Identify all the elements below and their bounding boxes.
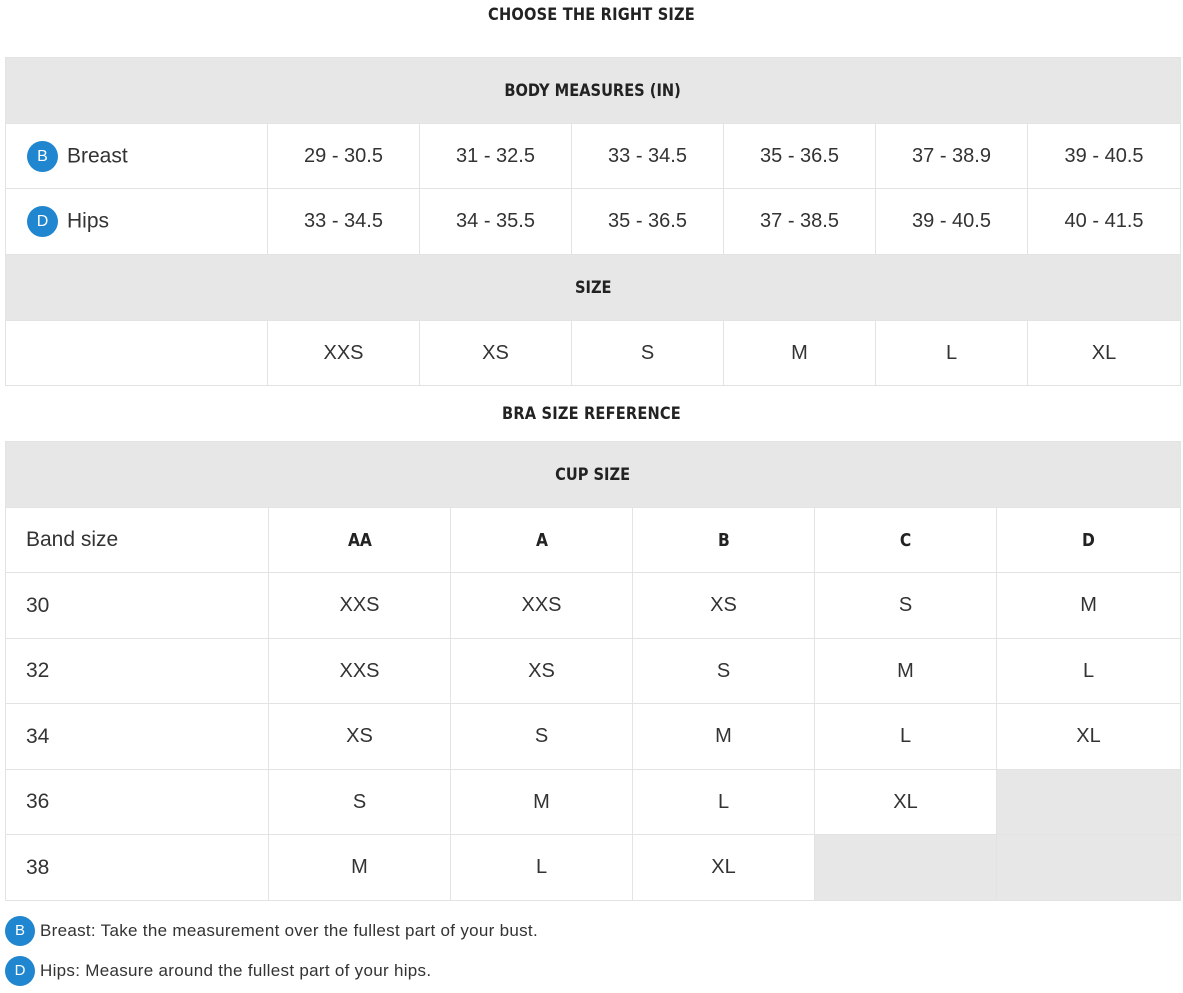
measure-name: Hips <box>67 209 110 233</box>
size-value: XL <box>1028 321 1181 386</box>
band-row-34 <box>6 704 1181 770</box>
band-size-label: Band size <box>6 508 269 573</box>
cup-header-cell <box>451 508 633 573</box>
measure-value: 40 - 41.5 <box>1028 189 1181 255</box>
cup-label: D <box>1082 529 1095 551</box>
bra-size-value: XL <box>815 770 997 835</box>
bra-size-value: L <box>815 704 997 770</box>
measure-value: 33 - 34.5 <box>572 124 724 189</box>
cup-label: A <box>535 529 548 551</box>
page-title: CHOOSE THE RIGHT SIZE <box>488 5 695 25</box>
size-header-label: SIZE <box>574 277 612 298</box>
band-row-36 <box>6 770 1181 835</box>
bra-size-unavailable-cell <box>997 770 1181 835</box>
band-size-value: 30 <box>6 573 269 639</box>
bra-size-value: XS <box>269 704 451 770</box>
bra-size-unavailable-cell <box>815 835 997 901</box>
cup-header-cell <box>815 508 997 573</box>
cup-header-row <box>6 508 1181 573</box>
bra-size-value: XXS <box>451 573 633 639</box>
bra-size-value: XXS <box>269 639 451 704</box>
measure-value: 37 - 38.5 <box>724 189 876 255</box>
bra-size-value: XS <box>451 639 633 704</box>
measure-value: 35 - 36.5 <box>572 189 724 255</box>
bra-reference-title: BRA SIZE REFERENCE <box>502 404 681 424</box>
size-value: L <box>876 321 1028 386</box>
measure-value: 33 - 34.5 <box>268 189 420 255</box>
measure-row-breast <box>6 124 1181 189</box>
cup-header-cell <box>633 508 815 573</box>
size-header <box>6 255 1181 321</box>
bra-size-value: M <box>997 573 1181 639</box>
breast-badge-icon: B <box>27 141 58 172</box>
cup-label: C <box>899 529 912 551</box>
size-value: M <box>724 321 876 386</box>
bra-size-value: XS <box>633 573 815 639</box>
bra-size-value: S <box>633 639 815 704</box>
bra-size-value: M <box>633 704 815 770</box>
measure-value: 34 - 35.5 <box>420 189 572 255</box>
band-size-value: 32 <box>6 639 269 704</box>
bra-size-value: M <box>269 835 451 901</box>
bra-size-value: S <box>815 573 997 639</box>
size-value: XXS <box>268 321 420 386</box>
band-size-value: 34 <box>6 704 269 770</box>
band-size-value: 38 <box>6 835 269 901</box>
cup-header-cell <box>269 508 451 573</box>
bra-size-value: S <box>269 770 451 835</box>
measure-value: 39 - 40.5 <box>876 189 1028 255</box>
bra-size-value: M <box>815 639 997 704</box>
measure-value: 29 - 30.5 <box>268 124 420 189</box>
bra-size-value: M <box>451 770 633 835</box>
bra-size-value: XL <box>997 704 1181 770</box>
band-row-32 <box>6 639 1181 704</box>
body-measures-header-label: BODY MEASURES (IN) <box>504 80 682 101</box>
body-measures-header <box>6 58 1181 124</box>
band-row-30 <box>6 573 1181 639</box>
measure-label-cell <box>6 189 268 255</box>
band-row-38 <box>6 835 1181 901</box>
bra-size-value: L <box>451 835 633 901</box>
bra-size-value: XXS <box>269 573 451 639</box>
bra-size-value: XL <box>633 835 815 901</box>
measure-value: 35 - 36.5 <box>724 124 876 189</box>
hips-note-badge-icon: D <box>5 956 35 986</box>
cup-size-header-label: CUP SIZE <box>555 464 631 485</box>
measure-label-cell <box>6 124 268 189</box>
measure-value: 37 - 38.9 <box>876 124 1028 189</box>
band-size-value: 36 <box>6 770 269 835</box>
breast-note-badge-icon: B <box>5 916 35 946</box>
cup-label: AA <box>347 529 372 551</box>
bra-size-value: L <box>997 639 1181 704</box>
size-row-empty-cell <box>6 321 268 386</box>
bra-size-table <box>5 441 1181 901</box>
bra-size-value: L <box>633 770 815 835</box>
size-value: XS <box>420 321 572 386</box>
body-measures-table <box>5 57 1181 386</box>
bra-size-unavailable-cell <box>997 835 1181 901</box>
measure-value: 39 - 40.5 <box>1028 124 1181 189</box>
hips-badge-icon: D <box>27 206 58 237</box>
bra-size-value: S <box>451 704 633 770</box>
cup-header-cell <box>997 508 1181 573</box>
cup-size-header <box>6 442 1181 508</box>
hips-note-text: Hips: Measure around the fullest part of your hips. <box>40 961 432 980</box>
hips-note <box>5 955 431 987</box>
breast-note-text: Breast: Take the measurement over the fullest part of your bust. <box>40 921 538 940</box>
cup-label: B <box>717 529 730 551</box>
size-row <box>6 321 1181 386</box>
measure-name: Breast <box>67 144 128 167</box>
breast-note <box>5 915 538 947</box>
size-value: S <box>572 321 724 386</box>
measure-row-hips <box>6 189 1181 255</box>
measure-value: 31 - 32.5 <box>420 124 572 189</box>
